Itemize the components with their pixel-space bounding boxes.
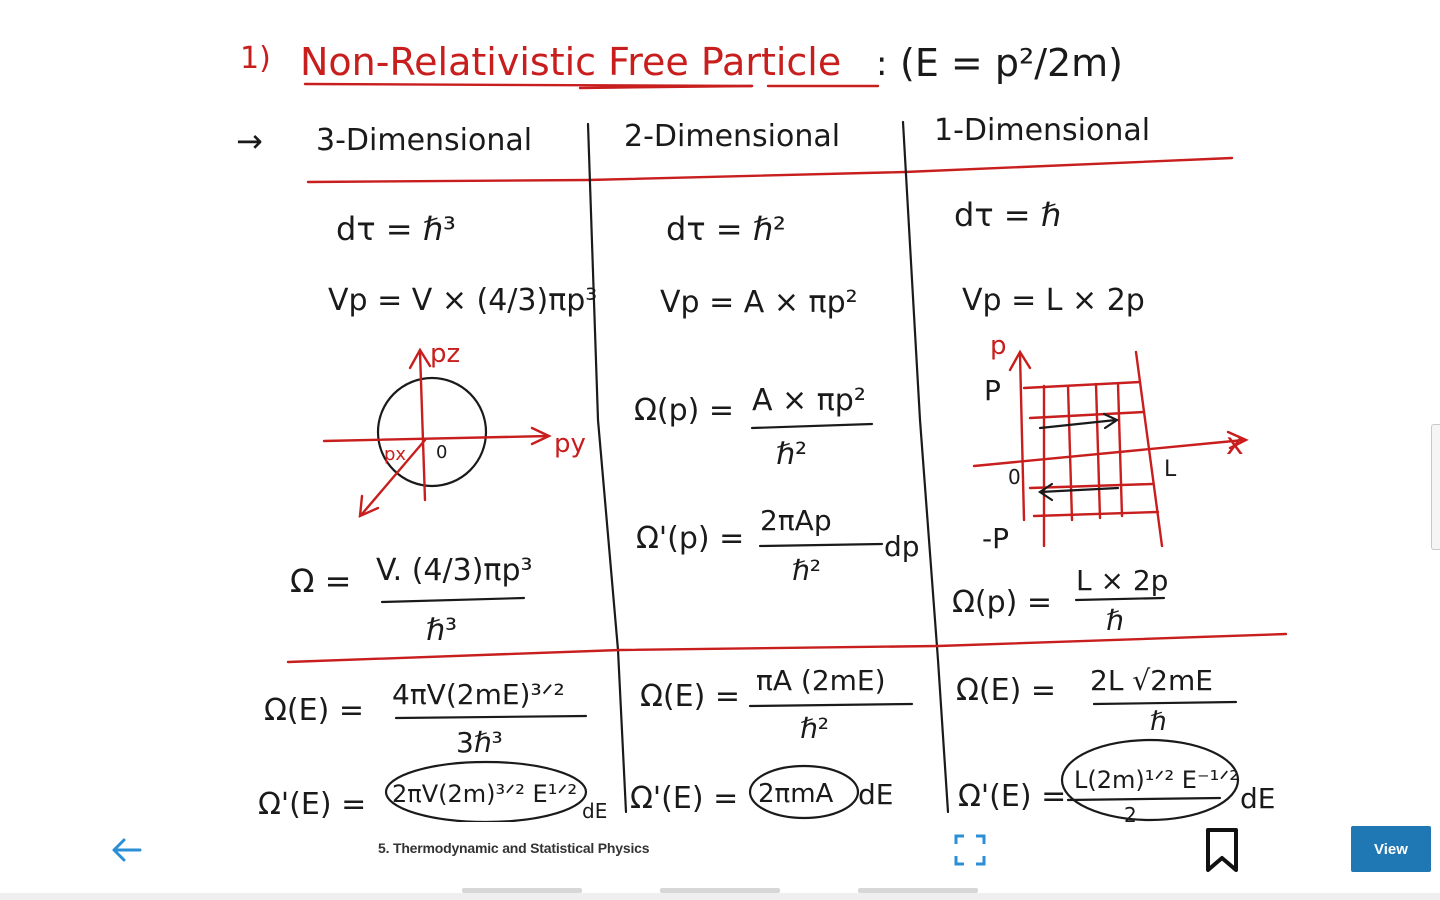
- pz-axis: [420, 352, 425, 500]
- vp-2d: Vp = A × πp²: [660, 285, 858, 320]
- omegaE-2d-fraction-bar: [750, 704, 912, 706]
- omega-3d-fraction-bar: [382, 598, 524, 602]
- vp-1d: Vp = L × 2p: [962, 283, 1145, 318]
- column-label-2d: 2-Dimensional: [624, 119, 841, 154]
- grid-line-bottom: [1034, 512, 1158, 516]
- omegaE-1d-numerator: 2L √2mE: [1090, 664, 1213, 697]
- grid-line-col4: [1118, 384, 1122, 516]
- heading-colon: :: [876, 44, 888, 84]
- domegaE-2d-tail: dE: [858, 778, 894, 811]
- pz-label: pz: [430, 339, 461, 369]
- omega-2d-denominator: ℏ²: [776, 437, 808, 472]
- omegaE-3d-denominator: 3ℏ³: [456, 726, 503, 759]
- heading-title: Non-Relativistic Free Particle: [300, 40, 842, 84]
- column-divider-1: [588, 124, 626, 812]
- domega-p-2d-numerator: 2πAp: [760, 504, 832, 537]
- omega-1d-lhs: Ω(p) =: [952, 585, 1053, 620]
- momentum-sphere: [378, 378, 486, 486]
- x-axis: [974, 440, 1244, 466]
- sphere-origin-label: 0: [436, 442, 448, 463]
- scrollbar-thumb[interactable]: [1431, 424, 1440, 550]
- py-label: py: [554, 429, 586, 459]
- omegaE-2d-denominator: ℏ²: [800, 712, 829, 745]
- trajectory-arrow-left: [1040, 488, 1118, 492]
- bookmark-button[interactable]: [1200, 826, 1244, 874]
- p-axis: [1020, 354, 1024, 520]
- dtau-2d: dτ = ℏ²: [666, 210, 786, 248]
- domega-p-2d-denominator: ℏ²: [792, 554, 821, 587]
- arrow-left-icon: [104, 828, 148, 872]
- origin-label: 0: [1008, 465, 1021, 489]
- omega-3d-lhs: Ω =: [290, 562, 352, 600]
- domegaE-1d-fraction-bar: [1068, 798, 1220, 800]
- domega-p-2d-tail: dp: [884, 530, 920, 563]
- omegaE-3d-lhs: Ω(E) =: [264, 693, 364, 728]
- domegaE-3d-lhs: Ω'(E) =: [258, 787, 367, 822]
- omega-1d-denominator: ℏ: [1106, 604, 1124, 637]
- lower-bound-label: -P: [982, 522, 1009, 555]
- x-axis-label: x: [1226, 427, 1244, 462]
- grid-line-col2: [1068, 386, 1072, 520]
- omega-1d-numerator: L × 2p: [1076, 564, 1169, 597]
- omega-2d-lhs: Ω(p) =: [634, 393, 735, 428]
- domegaE-2d-numerator: 2πmA: [758, 779, 834, 809]
- momentum-sphere-diagram: [324, 339, 586, 516]
- header-rule: [308, 158, 1232, 182]
- grid-line-col3: [1096, 384, 1100, 518]
- grid-line-top: [1024, 382, 1140, 388]
- domega-p-2d-fraction-bar: [760, 544, 882, 546]
- omega-2d-numerator: A × πp²: [752, 383, 866, 418]
- omega-2d-fraction-bar: [752, 424, 872, 428]
- heading-arrow: →: [236, 122, 263, 160]
- domega-p-2d-lhs: Ω'(p) =: [636, 521, 745, 556]
- trajectory-arrow-right: [1040, 420, 1116, 428]
- dtau-1d: dτ = ℏ: [954, 196, 1062, 234]
- omegaE-3d-numerator: 4πV(2mE)³ᐟ²: [392, 678, 565, 711]
- omegaE-3d-fraction-bar: [396, 716, 586, 718]
- py-axis: [324, 436, 548, 441]
- grid-line-row2: [1030, 412, 1144, 418]
- domegaE-1d-lhs: Ω'(E) =: [958, 779, 1067, 814]
- domegaE-3d-numerator: 2πV(2m)³ᐟ² E¹ᐟ²: [392, 780, 578, 808]
- view-button[interactable]: View: [1351, 826, 1431, 872]
- dtau-3d: dτ = ℏ³: [336, 210, 456, 248]
- length-label: L: [1164, 457, 1177, 482]
- fullscreen-button[interactable]: [952, 832, 988, 868]
- p-axis-label: p: [990, 331, 1007, 361]
- omegaE-1d-denominator: ℏ: [1150, 707, 1167, 737]
- px-label: px: [384, 444, 407, 465]
- domegaE-3d-tail: dE: [582, 799, 608, 822]
- column-label-1d: 1-Dimensional: [934, 113, 1151, 148]
- omega-3d-denominator: ℏ³: [426, 613, 458, 648]
- bookmark-icon: [1200, 826, 1244, 874]
- document-title: 5. Thermodynamic and Statistical Physics: [378, 840, 650, 856]
- domegaE-1d-tail: dE: [1240, 782, 1276, 815]
- expand-corners-icon: [952, 832, 988, 868]
- omega-1d-fraction-bar: [1076, 598, 1164, 600]
- heading-formula: (E = p²/2m): [900, 41, 1124, 85]
- bottom-strip: [0, 893, 1440, 900]
- column-divider-2: [903, 122, 948, 812]
- column-label-3d: 3-Dimensional: [316, 123, 533, 158]
- upper-bound-label: P: [984, 374, 1001, 407]
- omegaE-2d-numerator: πA (2mE): [756, 664, 886, 697]
- phase-space-grid: [974, 331, 1246, 555]
- omegaE-1d-fraction-bar: [1094, 702, 1236, 704]
- heading-number: 1): [240, 41, 271, 76]
- domegaE-1d-numerator: L(2m)¹ᐟ² E⁻¹ᐟ²: [1074, 766, 1240, 794]
- omega-3d-numerator: V. (4/3)πp³: [376, 553, 533, 588]
- omegaE-2d-lhs: Ω(E) =: [640, 679, 740, 714]
- vp-3d: Vp = V × (4/3)πp³: [328, 283, 598, 318]
- domegaE-1d-denominator: 2: [1124, 803, 1137, 822]
- omegaE-1d-lhs: Ω(E) =: [956, 673, 1056, 708]
- domegaE-2d-lhs: Ω'(E) =: [630, 781, 739, 816]
- back-button[interactable]: [104, 828, 148, 872]
